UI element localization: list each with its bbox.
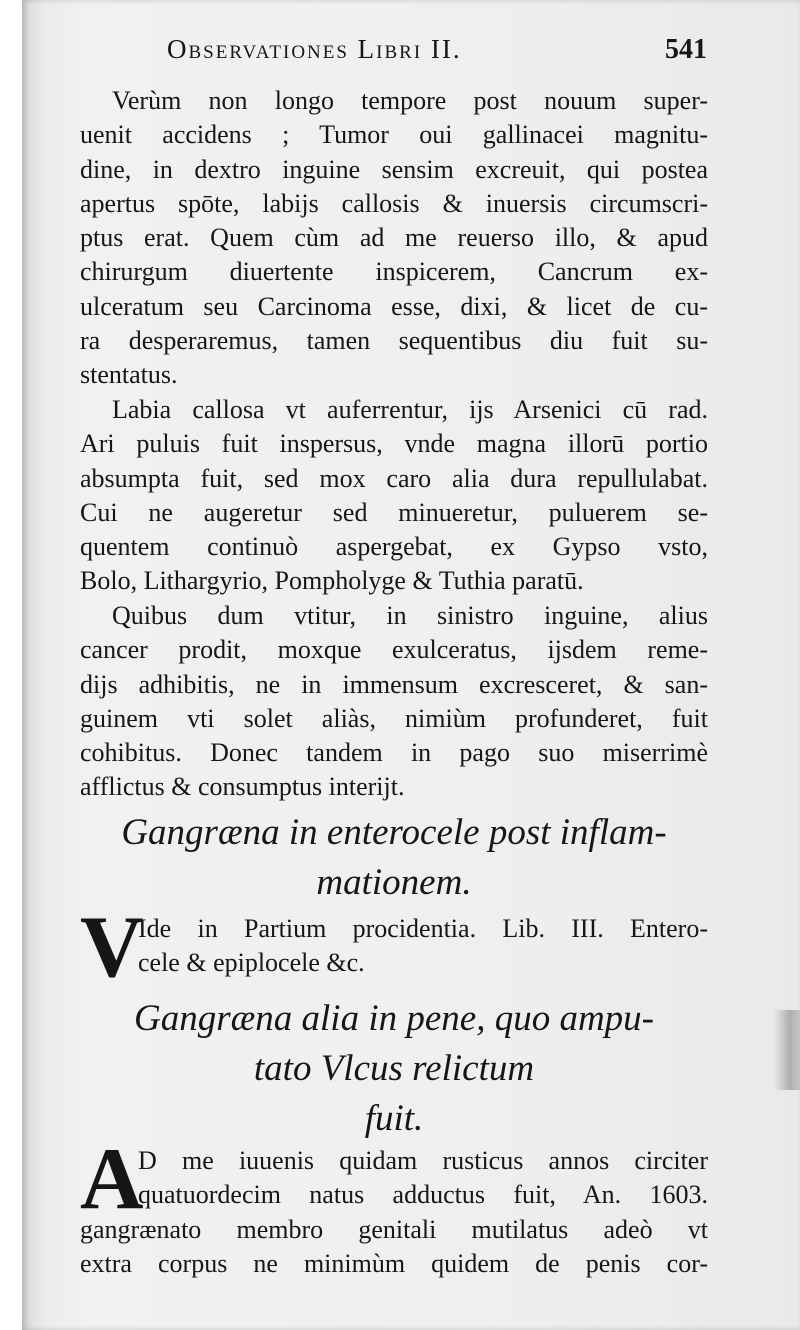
text-line: quentem continuò aspergebat, ex Gypso vsto,	[80, 532, 708, 562]
section-heading	[80, 994, 708, 1144]
text-line: uenit accidens ; Tumor oui gallinacei magnitu-	[80, 120, 708, 150]
text-line: gangrænato membro genitali mutilatus adeò vt	[80, 1214, 708, 1244]
text-line: extra corpus ne minimùm quidem de penis cor-	[80, 1248, 708, 1278]
text-line: ptus erat. Quem cùm ad me reuerso illo, & apud	[80, 223, 708, 253]
drop-cap: A	[80, 1131, 144, 1228]
facing-page-shadow	[774, 1010, 800, 1090]
paragraph-5	[80, 1131, 708, 1284]
text-line: Ari puluis fuit inspersus, vnde magna illorū portio	[80, 429, 708, 459]
running-head: Observationes Libri II.	[167, 34, 462, 64]
heading-line: fuit.	[364, 1098, 424, 1139]
text-line: Labia callosa vt auferrentur, ijs Arsenici cū rad.	[112, 395, 708, 424]
text-line: afflictus & consumptus interijt.	[80, 772, 405, 802]
text-line: Cui ne augeretur sed minueretur, puluerem se-	[80, 497, 708, 527]
heading-line: mationem.	[316, 862, 472, 903]
text-line: Ide in Partium procidentia. Lib. III. Entero-	[138, 914, 708, 943]
book-page	[22, 0, 800, 1330]
section-heading	[80, 808, 708, 908]
text-line: chirurgum diuertente inspicerem, Cancrum ex-	[80, 257, 708, 287]
text-line: Quibus dum vtitur, in sinistro inguine, alius	[112, 601, 708, 630]
text-line: quatuordecim natus adductus fuit, An. 1603.	[138, 1180, 708, 1210]
paragraph-2	[80, 393, 708, 599]
text-line: Bolo, Lithargyrio, Pompholyge & Tuthia paratū.	[80, 566, 584, 596]
page-header	[167, 30, 707, 70]
text-line: guinem vti solet aliàs, nimiùm profunderet, fuit	[80, 703, 708, 733]
paragraph-1	[80, 84, 708, 393]
text-line: D me iuuenis quidam rusticus annos circiter	[138, 1146, 708, 1175]
text-line: absumpta fuit, sed mox caro alia dura repullulabat.	[80, 463, 708, 493]
text-line: cohibitus. Donec tandem in pago suo miserrimè	[80, 738, 708, 768]
text-line: stentatus.	[80, 360, 178, 390]
paragraph-body	[80, 912, 708, 981]
text-line: dijs adhibitis, ne in immensum excresceret, & san-	[80, 669, 708, 699]
heading-line: tato Vlcus relictum	[253, 1048, 535, 1089]
heading-line: Gangræna in enterocele post inflam-	[121, 812, 667, 853]
page-number: 541	[665, 34, 707, 65]
paragraph-4	[80, 899, 708, 996]
text-line: Verùm non longo tempore post nouum super-	[112, 86, 708, 115]
text-line: ra desperaremus, tamen sequentibus diu fuit su-	[80, 326, 708, 356]
text-line: ulceratum seu Carcinoma esse, dixi, & licet de cu-	[80, 291, 708, 321]
heading-line: Gangræna alia in pene, quo ampu-	[133, 998, 655, 1039]
text-line: cele & epiplocele &c.	[138, 948, 365, 978]
text-line: cancer prodit, moxque exulceratus, ijsdem reme-	[80, 635, 708, 665]
text-line: dine, in dextro inguine sensim excreuit, qui postea	[80, 154, 708, 184]
text-line: apertus spōte, labijs callosis & inuersis circumscri-	[80, 188, 708, 218]
drop-cap: V	[80, 899, 144, 996]
paragraph-3	[80, 599, 708, 805]
paragraph-body	[80, 1131, 708, 1281]
